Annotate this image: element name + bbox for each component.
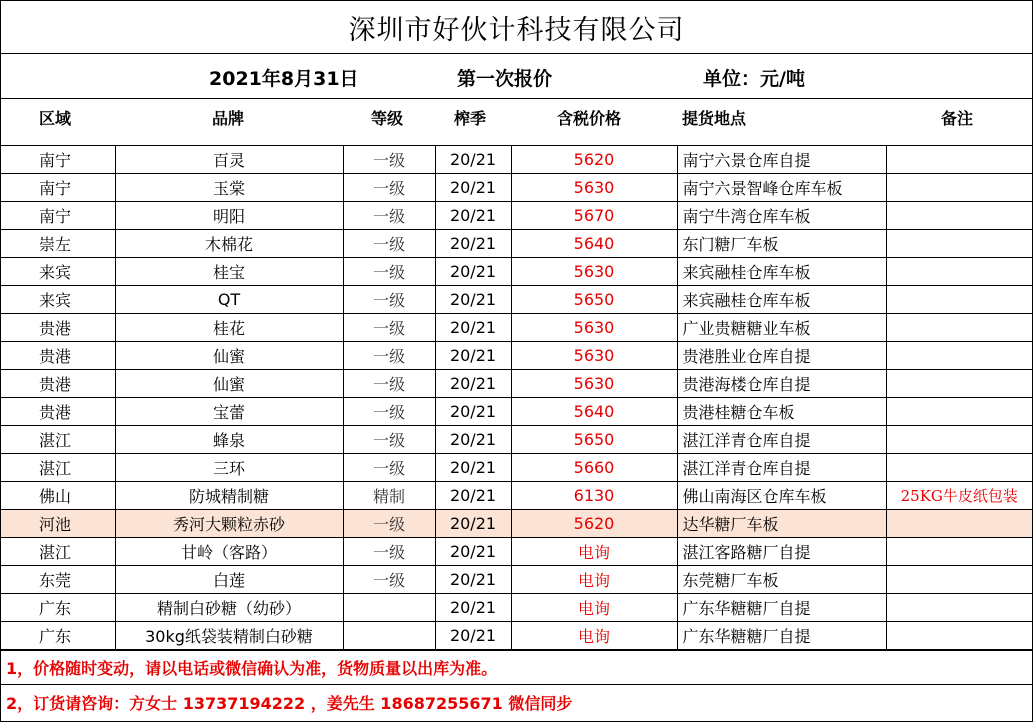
cell-grade: 一级 xyxy=(343,146,435,174)
cell-season: 20/21 xyxy=(435,566,511,594)
cell-price: 5660 xyxy=(511,454,677,482)
table-row xyxy=(1,174,1032,202)
table-row xyxy=(1,482,1032,510)
cell-grade: 一级 xyxy=(343,286,435,314)
company-title: 深圳市好伙计科技有限公司 xyxy=(1,1,1032,54)
price-unit: 单位：元/吨 xyxy=(703,68,805,90)
cell-region: 贵港 xyxy=(1,342,115,370)
cell-note xyxy=(886,174,1032,202)
cell-brand: 白莲 xyxy=(115,566,343,594)
table-row xyxy=(1,594,1032,622)
cell-pickup: 东门糖厂车板 xyxy=(677,230,886,258)
quote-date: 2021年8月31日 xyxy=(209,68,359,90)
cell-season: 20/21 xyxy=(435,342,511,370)
cell-brand: 甘岭（客路） xyxy=(115,538,343,566)
cell-brand: 木棉花 xyxy=(115,230,343,258)
cell-season: 20/21 xyxy=(435,398,511,426)
cell-region: 湛江 xyxy=(1,454,115,482)
cell-brand: 宝蕾 xyxy=(115,398,343,426)
table-row xyxy=(1,202,1032,230)
cell-region: 南宁 xyxy=(1,202,115,230)
cell-grade: 一级 xyxy=(343,398,435,426)
cell-grade: 一级 xyxy=(343,454,435,482)
cell-brand: 30kg纸袋装精制白砂糖 xyxy=(115,622,343,650)
table-row xyxy=(1,342,1032,370)
cell-season: 20/21 xyxy=(435,202,511,230)
cell-price: 5650 xyxy=(511,426,677,454)
cell-note xyxy=(886,538,1032,566)
cell-region: 贵港 xyxy=(1,370,115,398)
cell-price: 5630 xyxy=(511,342,677,370)
cell-note xyxy=(886,426,1032,454)
cell-note xyxy=(886,342,1032,370)
cell-grade: 一级 xyxy=(343,566,435,594)
cell-pickup: 南宁六景智峰仓库车板 xyxy=(677,174,886,202)
cell-note xyxy=(886,146,1032,174)
price-table xyxy=(1,146,1032,650)
cell-brand: 百灵 xyxy=(115,146,343,174)
cell-brand: 防城精制糖 xyxy=(115,482,343,510)
header-grade: 等级 xyxy=(371,109,404,128)
header-brand: 品牌 xyxy=(212,109,245,128)
table-row xyxy=(1,622,1032,650)
table-row xyxy=(1,286,1032,314)
cell-pickup: 达华糖厂车板 xyxy=(677,510,886,538)
cell-grade: 一级 xyxy=(343,426,435,454)
cell-note xyxy=(886,510,1032,538)
cell-note xyxy=(886,286,1032,314)
cell-price: 5670 xyxy=(511,202,677,230)
table-row xyxy=(1,538,1032,566)
cell-pickup: 贵港胜业仓库自提 xyxy=(677,342,886,370)
cell-region: 贵港 xyxy=(1,398,115,426)
cell-pickup: 贵港桂糖仓车板 xyxy=(677,398,886,426)
cell-region: 湛江 xyxy=(1,538,115,566)
table-row xyxy=(1,370,1032,398)
cell-grade: 一级 xyxy=(343,314,435,342)
cell-note xyxy=(886,566,1032,594)
cell-grade: 一级 xyxy=(343,174,435,202)
cell-note xyxy=(886,258,1032,286)
cell-pickup: 南宁牛湾仓库车板 xyxy=(677,202,886,230)
cell-price: 电询 xyxy=(511,622,677,650)
footer-note-price: 1，价格随时变动，请以电话或微信确认为准，货物质量以出库为准。 xyxy=(1,650,1032,684)
cell-pickup: 广东华糖糖厂自提 xyxy=(677,594,886,622)
footer-note-contact: 2，订货请咨询：方女士 13737194222 ，姜先生 18687255671 微信同步 xyxy=(1,684,1032,719)
table-row xyxy=(1,454,1032,482)
cell-region: 南宁 xyxy=(1,146,115,174)
column-header-row xyxy=(1,99,1032,146)
cell-pickup: 东莞糖厂车板 xyxy=(677,566,886,594)
cell-brand: 仙蜜 xyxy=(115,370,343,398)
cell-grade: 一级 xyxy=(343,342,435,370)
cell-grade: 一级 xyxy=(343,258,435,286)
cell-grade: 一级 xyxy=(343,202,435,230)
cell-brand: 桂花 xyxy=(115,314,343,342)
cell-grade: 一级 xyxy=(343,370,435,398)
cell-price: 5630 xyxy=(511,314,677,342)
cell-grade: 精制 xyxy=(343,482,435,510)
cell-season: 20/21 xyxy=(435,622,511,650)
cell-brand: 精制白砂糖（幼砂） xyxy=(115,594,343,622)
cell-region: 河池 xyxy=(1,510,115,538)
cell-price: 5630 xyxy=(511,174,677,202)
cell-grade: 一级 xyxy=(343,230,435,258)
cell-region: 东莞 xyxy=(1,566,115,594)
cell-season: 20/21 xyxy=(435,314,511,342)
cell-price: 5630 xyxy=(511,258,677,286)
cell-pickup: 来宾融桂仓库车板 xyxy=(677,286,886,314)
cell-region: 贵港 xyxy=(1,314,115,342)
cell-brand: 玉棠 xyxy=(115,174,343,202)
table-row xyxy=(1,146,1032,174)
cell-region: 广东 xyxy=(1,594,115,622)
cell-brand: 仙蜜 xyxy=(115,342,343,370)
cell-brand: 桂宝 xyxy=(115,258,343,286)
cell-brand: 秀河大颗粒赤砂 xyxy=(115,510,343,538)
table-row xyxy=(1,510,1032,538)
header-region: 区域 xyxy=(39,109,72,128)
cell-season: 20/21 xyxy=(435,174,511,202)
cell-season: 20/21 xyxy=(435,426,511,454)
cell-region: 广东 xyxy=(1,622,115,650)
cell-pickup: 南宁六景仓库自提 xyxy=(677,146,886,174)
cell-price: 电询 xyxy=(511,538,677,566)
header-price: 含税价格 xyxy=(557,109,622,128)
cell-grade xyxy=(343,622,435,650)
cell-pickup: 贵港海楼仓库自提 xyxy=(677,370,886,398)
table-row xyxy=(1,230,1032,258)
cell-brand: 明阳 xyxy=(115,202,343,230)
cell-note xyxy=(886,594,1032,622)
header-note: 备注 xyxy=(941,109,974,128)
cell-price: 5640 xyxy=(511,230,677,258)
cell-pickup: 来宾融桂仓库车板 xyxy=(677,258,886,286)
cell-season: 20/21 xyxy=(435,286,511,314)
cell-price: 5650 xyxy=(511,286,677,314)
subheader-row xyxy=(1,54,1032,99)
cell-grade: 一级 xyxy=(343,510,435,538)
cell-brand: QT xyxy=(115,286,343,314)
cell-season: 20/21 xyxy=(435,538,511,566)
quote-round: 第一次报价 xyxy=(457,68,553,90)
cell-region: 南宁 xyxy=(1,174,115,202)
cell-price: 5620 xyxy=(511,146,677,174)
cell-season: 20/21 xyxy=(435,510,511,538)
table-row xyxy=(1,314,1032,342)
cell-note xyxy=(886,370,1032,398)
cell-season: 20/21 xyxy=(435,454,511,482)
cell-price: 5630 xyxy=(511,370,677,398)
cell-price: 电询 xyxy=(511,566,677,594)
cell-grade xyxy=(343,594,435,622)
cell-brand: 蜂泉 xyxy=(115,426,343,454)
cell-pickup: 湛江客路糖厂自提 xyxy=(677,538,886,566)
cell-pickup: 湛江洋青仓库自提 xyxy=(677,426,886,454)
cell-brand: 三环 xyxy=(115,454,343,482)
cell-pickup: 广东华糖糖厂自提 xyxy=(677,622,886,650)
cell-season: 20/21 xyxy=(435,482,511,510)
cell-season: 20/21 xyxy=(435,370,511,398)
cell-note: 25KG牛皮纸包装 xyxy=(886,482,1032,510)
table-row xyxy=(1,398,1032,426)
cell-price: 5640 xyxy=(511,398,677,426)
cell-region: 来宾 xyxy=(1,258,115,286)
cell-season: 20/21 xyxy=(435,230,511,258)
table-row xyxy=(1,426,1032,454)
cell-note xyxy=(886,202,1032,230)
cell-season: 20/21 xyxy=(435,258,511,286)
cell-region: 湛江 xyxy=(1,426,115,454)
cell-note xyxy=(886,454,1032,482)
header-season: 榨季 xyxy=(454,109,487,128)
cell-season: 20/21 xyxy=(435,594,511,622)
cell-note xyxy=(886,314,1032,342)
cell-grade: 一级 xyxy=(343,538,435,566)
cell-pickup: 佛山南海区仓库车板 xyxy=(677,482,886,510)
cell-region: 佛山 xyxy=(1,482,115,510)
cell-note xyxy=(886,398,1032,426)
cell-price: 6130 xyxy=(511,482,677,510)
price-table-body xyxy=(1,146,1032,650)
cell-note xyxy=(886,230,1032,258)
cell-season: 20/21 xyxy=(435,146,511,174)
cell-pickup: 广业贵糖糖业车板 xyxy=(677,314,886,342)
table-row xyxy=(1,258,1032,286)
cell-price: 电询 xyxy=(511,594,677,622)
cell-region: 来宾 xyxy=(1,286,115,314)
cell-pickup: 湛江洋青仓库自提 xyxy=(677,454,886,482)
table-row xyxy=(1,566,1032,594)
cell-price: 5620 xyxy=(511,510,677,538)
cell-note xyxy=(886,622,1032,650)
header-pickup: 提货地点 xyxy=(682,109,747,128)
cell-region: 崇左 xyxy=(1,230,115,258)
